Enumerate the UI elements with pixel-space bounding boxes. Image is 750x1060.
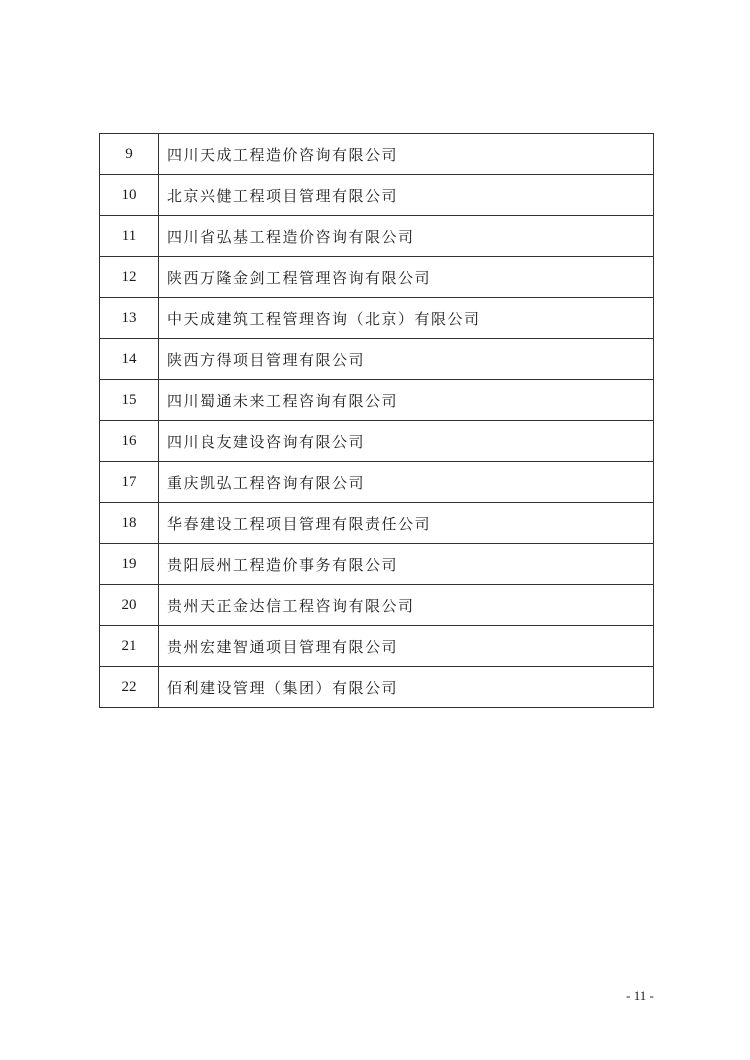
- company-name: 重庆凯弘工程咨询有限公司: [159, 462, 654, 503]
- company-name: 陕西方得项目管理有限公司: [159, 339, 654, 380]
- table-body: [100, 134, 654, 708]
- table-row: [100, 421, 654, 462]
- company-name: 贵阳辰州工程造价事务有限公司: [159, 544, 654, 585]
- table-row: [100, 175, 654, 216]
- row-number: 17: [100, 462, 159, 503]
- row-number: 10: [100, 175, 159, 216]
- table-row: [100, 339, 654, 380]
- table-row: [100, 134, 654, 175]
- company-name: 佰利建设管理（集团）有限公司: [159, 667, 654, 708]
- company-name: 四川省弘基工程造价咨询有限公司: [159, 216, 654, 257]
- table-row: [100, 462, 654, 503]
- company-name: 贵州宏建智通项目管理有限公司: [159, 626, 654, 667]
- table-row: [100, 626, 654, 667]
- row-number: 21: [100, 626, 159, 667]
- row-number: 13: [100, 298, 159, 339]
- row-number: 20: [100, 585, 159, 626]
- row-number: 14: [100, 339, 159, 380]
- company-name: 四川良友建设咨询有限公司: [159, 421, 654, 462]
- row-number: 19: [100, 544, 159, 585]
- company-name: 华春建设工程项目管理有限责任公司: [159, 503, 654, 544]
- row-number: 22: [100, 667, 159, 708]
- table-row: [100, 544, 654, 585]
- row-number: 9: [100, 134, 159, 175]
- row-number: 18: [100, 503, 159, 544]
- page-number: - 11 -: [626, 988, 654, 1003]
- table-row: [100, 298, 654, 339]
- table-row: [100, 585, 654, 626]
- table-row: [100, 216, 654, 257]
- table-row: [100, 380, 654, 421]
- company-name: 四川蜀通未来工程咨询有限公司: [159, 380, 654, 421]
- table-row: [100, 503, 654, 544]
- table-row: [100, 257, 654, 298]
- company-name: 北京兴健工程项目管理有限公司: [159, 175, 654, 216]
- company-name: 贵州天正金达信工程咨询有限公司: [159, 585, 654, 626]
- company-list-table: [99, 133, 654, 708]
- company-name: 中天成建筑工程管理咨询（北京）有限公司: [159, 298, 654, 339]
- company-name: 陕西万隆金剑工程管理咨询有限公司: [159, 257, 654, 298]
- company-name: 四川天成工程造价咨询有限公司: [159, 134, 654, 175]
- row-number: 15: [100, 380, 159, 421]
- row-number: 16: [100, 421, 159, 462]
- row-number: 11: [100, 216, 159, 257]
- row-number: 12: [100, 257, 159, 298]
- table-row: [100, 667, 654, 708]
